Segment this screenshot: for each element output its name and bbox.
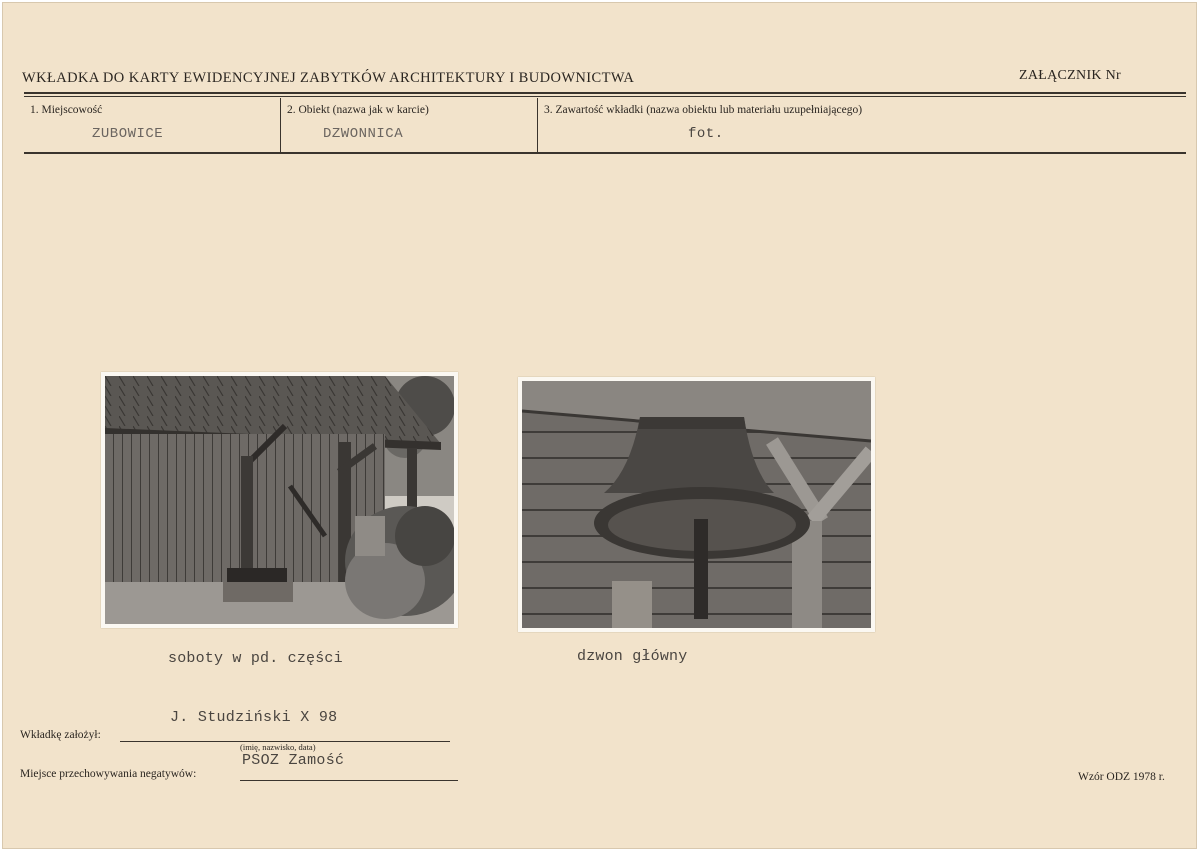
card-title: WKŁADKA DO KARTY EWIDENCYJNEJ ZABYTKÓW ARCHITEKTURY I BUDOWNICTWA bbox=[22, 70, 635, 86]
storage-value: PSOZ Zamość bbox=[242, 752, 345, 769]
bell-photo-frame bbox=[518, 377, 875, 632]
header-rule bbox=[24, 92, 1186, 94]
field-object bbox=[280, 98, 537, 152]
photo-caption-belfry: soboty w pd. części bbox=[168, 650, 343, 667]
form-id: Wzór ODZ 1978 r. bbox=[1078, 771, 1165, 783]
storage-line bbox=[240, 780, 458, 781]
storage-label: Miejsce przechowywania negatywów: bbox=[20, 768, 197, 780]
author-label: Wkładkę założył: bbox=[20, 729, 101, 741]
field-object-value: DZWONNICA bbox=[323, 126, 404, 142]
field-content-label: 3. Zawartość wkładki (nazwa obiektu lub materiału uzupełniającego) bbox=[544, 104, 863, 116]
attachment-number-label: ZAŁĄCZNIK Nr bbox=[1019, 68, 1121, 83]
field-locality-value: ZUBOWICE bbox=[92, 126, 164, 142]
photo-caption-bell: dzwon główny bbox=[577, 648, 688, 665]
author-value: J. Studziński X 98 bbox=[170, 709, 338, 726]
author-hint: (imię, nazwisko, data) bbox=[240, 742, 316, 752]
fields-bottom-rule bbox=[24, 152, 1186, 154]
field-locality bbox=[24, 98, 280, 152]
header-rule-thin bbox=[24, 96, 1186, 97]
field-content-value: fot. bbox=[688, 126, 724, 142]
field-object-label: 2. Obiekt (nazwa jak w karcie) bbox=[287, 104, 429, 116]
field-content bbox=[537, 98, 1187, 152]
belfry-photo-frame bbox=[101, 372, 458, 628]
bell-photo bbox=[522, 381, 871, 628]
wooden-belfry-photo bbox=[105, 376, 454, 624]
field-locality-label: 1. Miejscowość bbox=[30, 104, 103, 116]
